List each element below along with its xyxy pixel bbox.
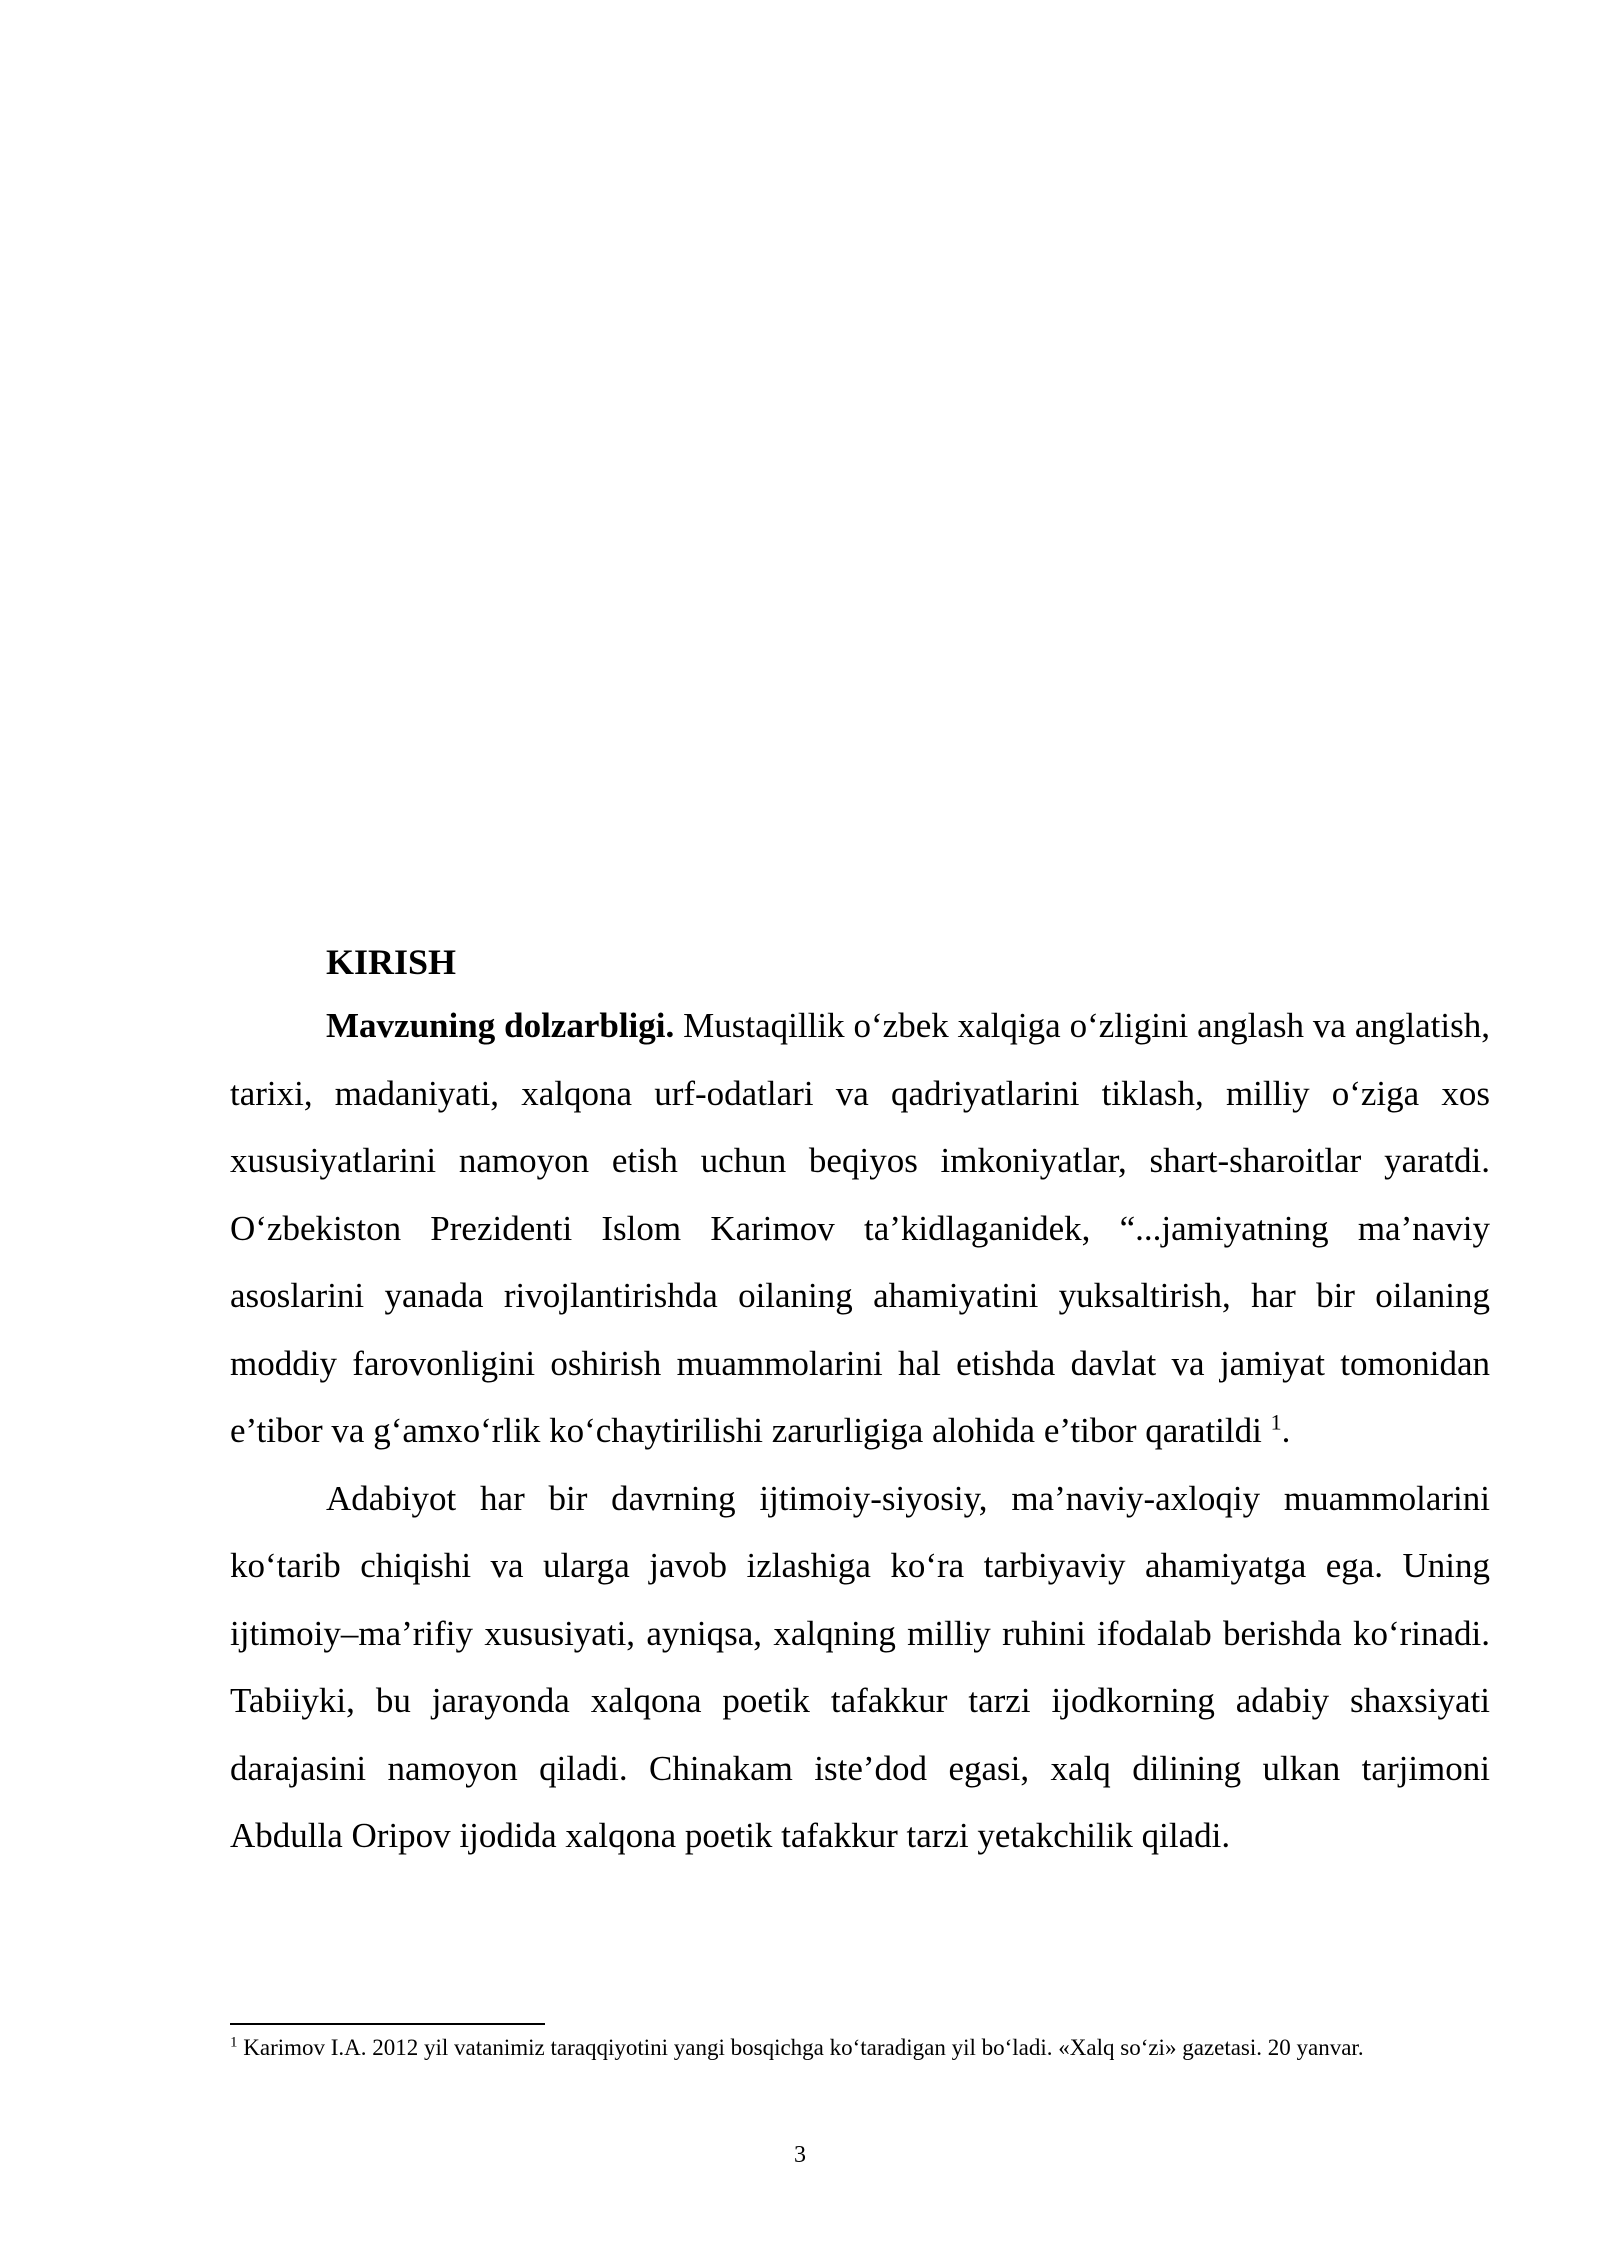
footnote-number: 1	[230, 2034, 238, 2051]
footnote-divider	[230, 2023, 545, 2025]
paragraph-literature: Adabiyot har bir davrning ijtimoiy-siyosiy, ma’naviy-axloqiy muammolarini ko‘tarib chiqishi va ularga javob izlashiga ko‘ra tarbiyaviy ahamiyatga ega. Uning ijtimoiy–ma’rifiy xususiyati, ayniqsa, xalqning milliy ruhini ifodalab berishda ko‘rinadi. Tabiiyki, bu jarayonda xalqona poetik tafakkur tarzi ijodkorning adabiy shaxsiyati darajasini namoyon qiladi. Chinakam iste’dod egasi, xalq dilining ulkan tarjimoni Abdulla Oripov ijodida xalqona poetik tafakkur tarzi yetakchilik qiladi.	[230, 1478, 1490, 1855]
main-content	[230, 932, 1490, 1870]
paragraph-lead: Mavzuning dolzarbligi.	[326, 1006, 675, 1045]
paragraph-end: .	[1281, 1411, 1291, 1450]
footnote-text: Karimov I.A. 2012 yil vatanimiz taraqqiyotini yangi bosqichga ko‘taradigan yil bo‘ladi. «Xalq so‘zi» gazetasi. 20 yanvar.	[237, 2035, 1364, 2060]
paragraph-body: Mustaqillik o‘zbek xalqiga o‘zligini anglash va anglatish, tarixi, madaniyati, xalqona urf-odatlari va qadriyatlarini tiklash, milliy o‘ziga xos xususiyatlarini namoyon etish uchun beqiyos imkoniyatlar, shart-sharoitlar yaratdi. O‘zbekiston Prezidenti Islom Karimov ta’kidlaganidek, “...jamiyatning ma’naviy asoslarini yanada rivojlantirishda oilaning ahamiyatini yuksaltirish, har bir oilaning moddiy farovonligini oshirish muammolarini hal etishda davlat va jamiyat tomonidan e’tibor va g‘amxo‘rlik ko‘chaytirilishi zarurligiga alohida e’tibor qaratildi	[230, 1006, 1490, 1450]
footnote-reference[interactable]: 1	[1270, 1409, 1282, 1435]
paragraph-relevance	[230, 992, 1490, 1465]
section-heading: KIRISH	[326, 942, 457, 982]
footnote	[230, 2032, 1490, 2064]
page-number: 3	[794, 2142, 806, 2168]
